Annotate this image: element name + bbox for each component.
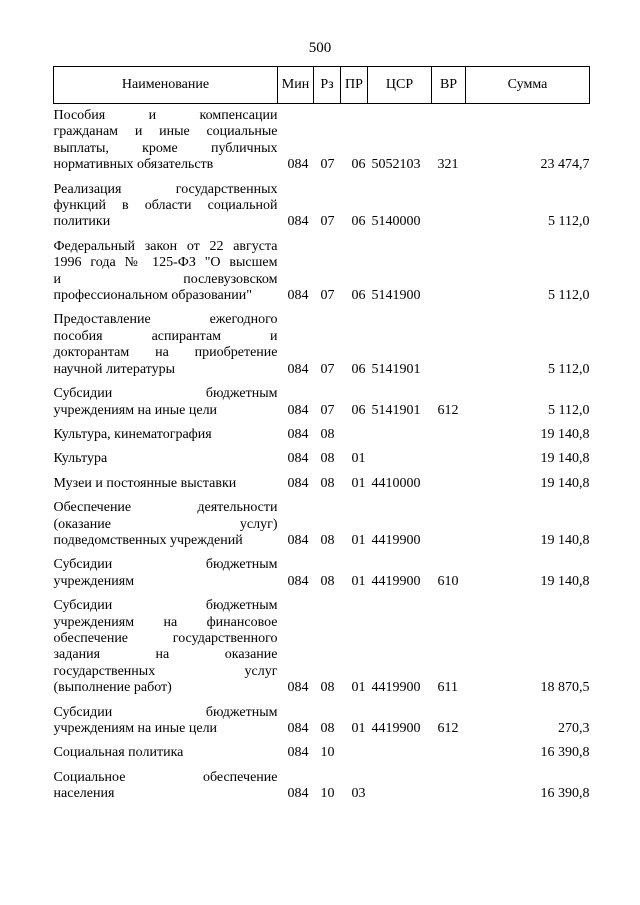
row-name-line: Музеи и постоянные выставки	[53, 475, 237, 491]
row-min: 084	[287, 288, 309, 304]
row-min: 084	[287, 745, 309, 761]
row-sum: 16 390,8	[540, 745, 590, 761]
row-name-line: Социальное обеспечение	[53, 769, 278, 785]
table-row	[54, 697, 590, 738]
table-row	[54, 231, 590, 305]
row-name	[54, 443, 278, 467]
row-pr: 01	[351, 532, 366, 548]
row-pr: 06	[351, 157, 366, 173]
row-pr: 03	[351, 786, 366, 802]
row-min: 084	[287, 361, 309, 377]
table-row	[54, 378, 590, 419]
row-name-line: задания на оказание	[53, 647, 278, 663]
row-vr	[432, 492, 466, 549]
row-name-line: Культура, кинематография	[53, 426, 212, 442]
row-min: 084	[287, 721, 309, 736]
row-name-line: функций в области социальной	[53, 198, 278, 214]
row-name	[54, 378, 278, 419]
row-name-line: Субсидии бюджетным	[53, 598, 278, 614]
row-name-line: Пособия и компенсации	[53, 108, 278, 123]
row-name	[54, 104, 278, 174]
row-rz: 08	[320, 721, 335, 736]
row-vr	[432, 174, 466, 231]
table-row	[54, 468, 590, 492]
row-name-line: государственных услуг	[53, 663, 278, 679]
table-row	[54, 419, 590, 443]
row-rz: 08	[320, 475, 335, 491]
row-min: 084	[287, 573, 309, 589]
row-sum: 5 112,0	[548, 361, 590, 377]
row-rz: 07	[320, 402, 335, 418]
row-name-line: нормативных обязательств	[53, 157, 214, 173]
row-name	[54, 419, 278, 443]
row-csr: 4419900	[371, 573, 421, 589]
table-row	[54, 443, 590, 467]
row-pr: 01	[351, 573, 366, 589]
table-row	[54, 737, 590, 761]
row-name-line: Федеральный закон от 22 августа	[53, 238, 278, 254]
row-vr	[432, 468, 466, 492]
row-name	[54, 549, 278, 590]
row-vr: 612	[437, 721, 459, 736]
row-pr	[341, 737, 368, 761]
page-number: 500	[308, 40, 332, 56]
row-csr: 4419900	[371, 532, 421, 548]
budget-table	[53, 66, 590, 803]
row-name-line: Субсидии бюджетным	[53, 386, 278, 402]
row-name	[54, 697, 278, 738]
table-row	[54, 590, 590, 696]
row-rz: 08	[320, 573, 335, 589]
row-sum: 5 112,0	[548, 402, 590, 418]
row-csr	[368, 443, 432, 467]
row-rz: 10	[320, 786, 335, 802]
row-name-line: подведомственных учреждений	[53, 532, 243, 548]
row-sum: 19 140,8	[540, 532, 590, 548]
row-csr: 5140000	[371, 214, 421, 230]
row-name-line: Субсидии бюджетным	[53, 557, 278, 573]
row-min: 084	[287, 680, 309, 696]
row-csr: 4419900	[371, 680, 421, 696]
row-name-line: пособия аспирантам и	[53, 328, 278, 344]
row-vr: 321	[437, 157, 459, 173]
row-rz: 08	[320, 680, 335, 696]
row-rz: 07	[320, 157, 335, 173]
header-sum: Сумма	[466, 67, 590, 104]
row-min: 084	[287, 451, 309, 467]
row-name-line: учреждениям на иные цели	[53, 721, 218, 736]
row-min: 084	[287, 157, 309, 173]
row-vr: 611	[437, 680, 458, 696]
row-name-line: учреждениям на иные цели	[53, 402, 218, 418]
row-name-line: (оказание услуг)	[53, 516, 278, 532]
row-pr: 01	[351, 475, 366, 491]
row-name-line: учреждениям	[53, 573, 135, 589]
row-rz: 07	[320, 214, 335, 230]
header-vr: ВР	[432, 67, 466, 104]
table-row	[54, 174, 590, 231]
row-rz: 08	[320, 451, 335, 467]
row-sum: 19 140,8	[540, 426, 590, 442]
row-name	[54, 590, 278, 696]
row-sum: 5 112,0	[548, 288, 590, 304]
table-row	[54, 492, 590, 549]
row-vr: 612	[437, 402, 459, 418]
row-rz: 08	[320, 532, 335, 548]
row-min: 084	[287, 532, 309, 548]
header-pr: ПР	[341, 67, 368, 104]
row-sum: 23 474,7	[540, 157, 590, 173]
table-row	[54, 304, 590, 378]
row-vr: 610	[437, 573, 459, 589]
row-name	[54, 737, 278, 761]
row-pr: 01	[351, 451, 366, 467]
row-sum: 19 140,8	[540, 475, 590, 491]
row-min: 084	[287, 786, 309, 802]
row-vr	[432, 737, 466, 761]
row-name-line: 1996 года № 125-ФЗ "О высшем	[53, 255, 278, 271]
row-pr: 01	[351, 680, 366, 696]
row-name-line: обеспечение государственного	[53, 630, 278, 646]
row-name-line: выплаты, кроме публичных	[53, 140, 278, 156]
row-min: 084	[287, 214, 309, 230]
row-name-line: и послевузовском	[53, 271, 278, 287]
header-name: Наименование	[54, 67, 278, 104]
row-vr	[432, 304, 466, 378]
row-name-line: гражданам и иные социальные	[53, 124, 278, 140]
row-sum: 19 140,8	[540, 451, 590, 467]
row-sum: 270,3	[558, 721, 590, 736]
row-name-line: докторантам на приобретение	[53, 345, 278, 361]
row-min: 084	[287, 402, 309, 418]
row-vr	[432, 231, 466, 305]
row-csr	[368, 762, 432, 803]
table-body	[54, 104, 590, 803]
row-name-line: (выполнение работ)	[53, 680, 172, 696]
table-header	[54, 67, 590, 104]
row-vr	[432, 419, 466, 443]
row-sum: 5 112,0	[548, 214, 590, 230]
row-name-line: Реализация государственных	[53, 181, 278, 197]
table-row	[54, 104, 590, 174]
row-pr: 06	[351, 214, 366, 230]
row-sum: 18 870,5	[540, 680, 590, 696]
header-csr: ЦСР	[368, 67, 432, 104]
row-name-line: Субсидии бюджетным	[53, 704, 278, 720]
row-csr: 4419900	[371, 721, 421, 736]
row-vr	[432, 762, 466, 803]
row-name	[54, 304, 278, 378]
row-vr	[432, 443, 466, 467]
row-pr: 06	[351, 361, 366, 377]
row-name-line: научной литературы	[53, 361, 176, 377]
row-min: 084	[287, 426, 309, 442]
row-csr	[368, 737, 432, 761]
row-name-line: Социальная политика	[53, 745, 184, 761]
row-min: 084	[287, 475, 309, 491]
row-name	[54, 762, 278, 803]
header-rz: Рз	[314, 67, 341, 104]
row-rz: 10	[320, 745, 335, 761]
row-name-line: профессиональном образовании"	[53, 288, 252, 304]
row-name-line: учреждениям на финансовое	[53, 614, 278, 630]
row-csr: 5141901	[371, 361, 421, 377]
row-pr	[341, 419, 368, 443]
row-name	[54, 174, 278, 231]
row-pr: 01	[351, 721, 366, 736]
row-name	[54, 231, 278, 305]
row-csr	[368, 419, 432, 443]
row-name-line: политики	[53, 214, 111, 230]
row-name-line: Предоставление ежегодного	[53, 312, 278, 328]
row-rz: 08	[320, 426, 335, 442]
row-rz: 07	[320, 288, 335, 304]
row-pr: 06	[351, 288, 366, 304]
row-name-line: населения	[53, 786, 115, 802]
row-csr: 5141901	[371, 402, 421, 418]
row-name	[54, 492, 278, 549]
row-rz: 07	[320, 361, 335, 377]
row-sum: 16 390,8	[540, 786, 590, 802]
row-pr: 06	[351, 402, 366, 418]
table-row	[54, 762, 590, 803]
row-name-line: Культура	[53, 451, 108, 467]
row-name	[54, 468, 278, 492]
row-csr: 4410000	[371, 475, 421, 491]
table-row	[54, 549, 590, 590]
header-min: Мин	[278, 67, 314, 104]
row-csr: 5052103	[371, 157, 421, 173]
row-sum: 19 140,8	[540, 573, 590, 589]
row-csr: 5141900	[371, 288, 421, 304]
row-name-line: Обеспечение деятельности	[53, 500, 278, 516]
